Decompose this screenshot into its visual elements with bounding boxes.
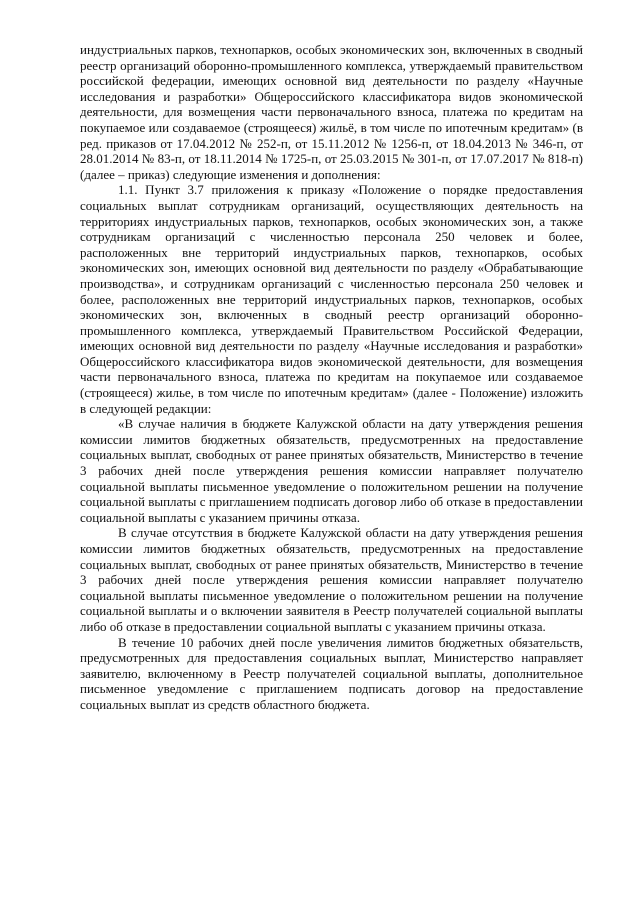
paragraph-item-1-1: 1.1. Пункт 3.7 приложения к приказу «Положение о порядке предоставления социальных выплат сотрудникам организаций, осуществляющих деятельность на территориях индустриальных парков, технопарков, особых экономических зон, а также сотрудникам организаций с численностью персонала 250 человек и более, расположенных вне территорий индустриальных парков, технопарков, особых экономических зон, имеющих основной вид деятельности по разделу «Обрабатывающие производства», и сотрудникам организаций с численностью персонала 250 человек и более, расположенных вне территорий индустриальных парков, технопарков, особых экономических зон, включенных в сводный реестр организаций оборонно-промышленного комплекса, утверждаемый Правительством Российской Федерации, имеющих основной вид деятельности по разделу «Научные исследования и разработки» Общероссийского классификатора видов экономической деятельности, для возмещения части первоначального взноса, платежа по кредитам на покупаемое или создаваемое (строящееся) жилье, в том числе по ипотечным кредитам» (далее - Положение) изложить в следующей редакции: xyxy=(80,182,583,416)
paragraph-limits-increase: В течение 10 рабочих дней после увеличения лимитов бюджетных обязательств, предусмотренных для предоставления социальных выплат, Министерство направляет заявителю, включенному в Реестр получателей социальной выплаты, дополнительное письменное уведомление с приглашением подписать договор на предоставление социальных выплат из средств областного бюджета. xyxy=(80,634,583,712)
paragraph-quote-budget-available: «В случае наличия в бюджете Калужской области на дату утверждения решения комиссии лимитов бюджетных обязательств, предусмотренных на предоставление социальных выплат, свободных от ранее принятых обязательств, Министерство в течение 3 рабочих дней после утверждения решения комиссии направляет получателю социальной выплаты письменное уведомление о положительном решении на получение социальной выплаты с приглашением подписать договор либо об отказе в предоставлении социальной выплаты с указанием причины отказа. xyxy=(80,416,583,525)
document-body xyxy=(80,42,583,713)
paragraph-intro-continuation: индустриальных парков, технопарков, особых экономических зон, включенных в сводный реестр организаций оборонно-промышленного комплекса, утверждаемый правительством российской федерации, имеющих основной вид деятельности по разделу «Научные исследования и разработки» Общероссийского классификатора видов экономической деятельности, для возмещения части первоначального взноса, платежа по кредитам на покупаемое или создаваемое (строящееся) жильё, в том числе по ипотечным кредитам» (в ред. приказов от 17.04.2012 № 252-п, от 15.11.2012 № 1256-п, от 18.04.2013 № 346-п, от 28.01.2014 № 83-п, от 18.11.2014 № 1725-п, от 25.03.2015 № 301-п, от 17.07.2017 № 818-п) (далее – приказ) следующие изменения и дополнения: xyxy=(80,42,583,182)
paragraph-budget-unavailable: В случае отсутствия в бюджете Калужской области на дату утверждения решения комиссии лимитов бюджетных обязательств, предусмотренных на предоставление социальных выплат, свободных от ранее принятых обязательств, Министерство в течение 3 рабочих дней после утверждения решения комиссии направляет получателю социальной выплаты письменное уведомление о положительном решении на получение социальной выплаты и о включении заявителя в Реестр получателей социальной выплаты либо об отказе в предоставлении социальной выплаты с указанием причины отказа. xyxy=(80,525,583,634)
